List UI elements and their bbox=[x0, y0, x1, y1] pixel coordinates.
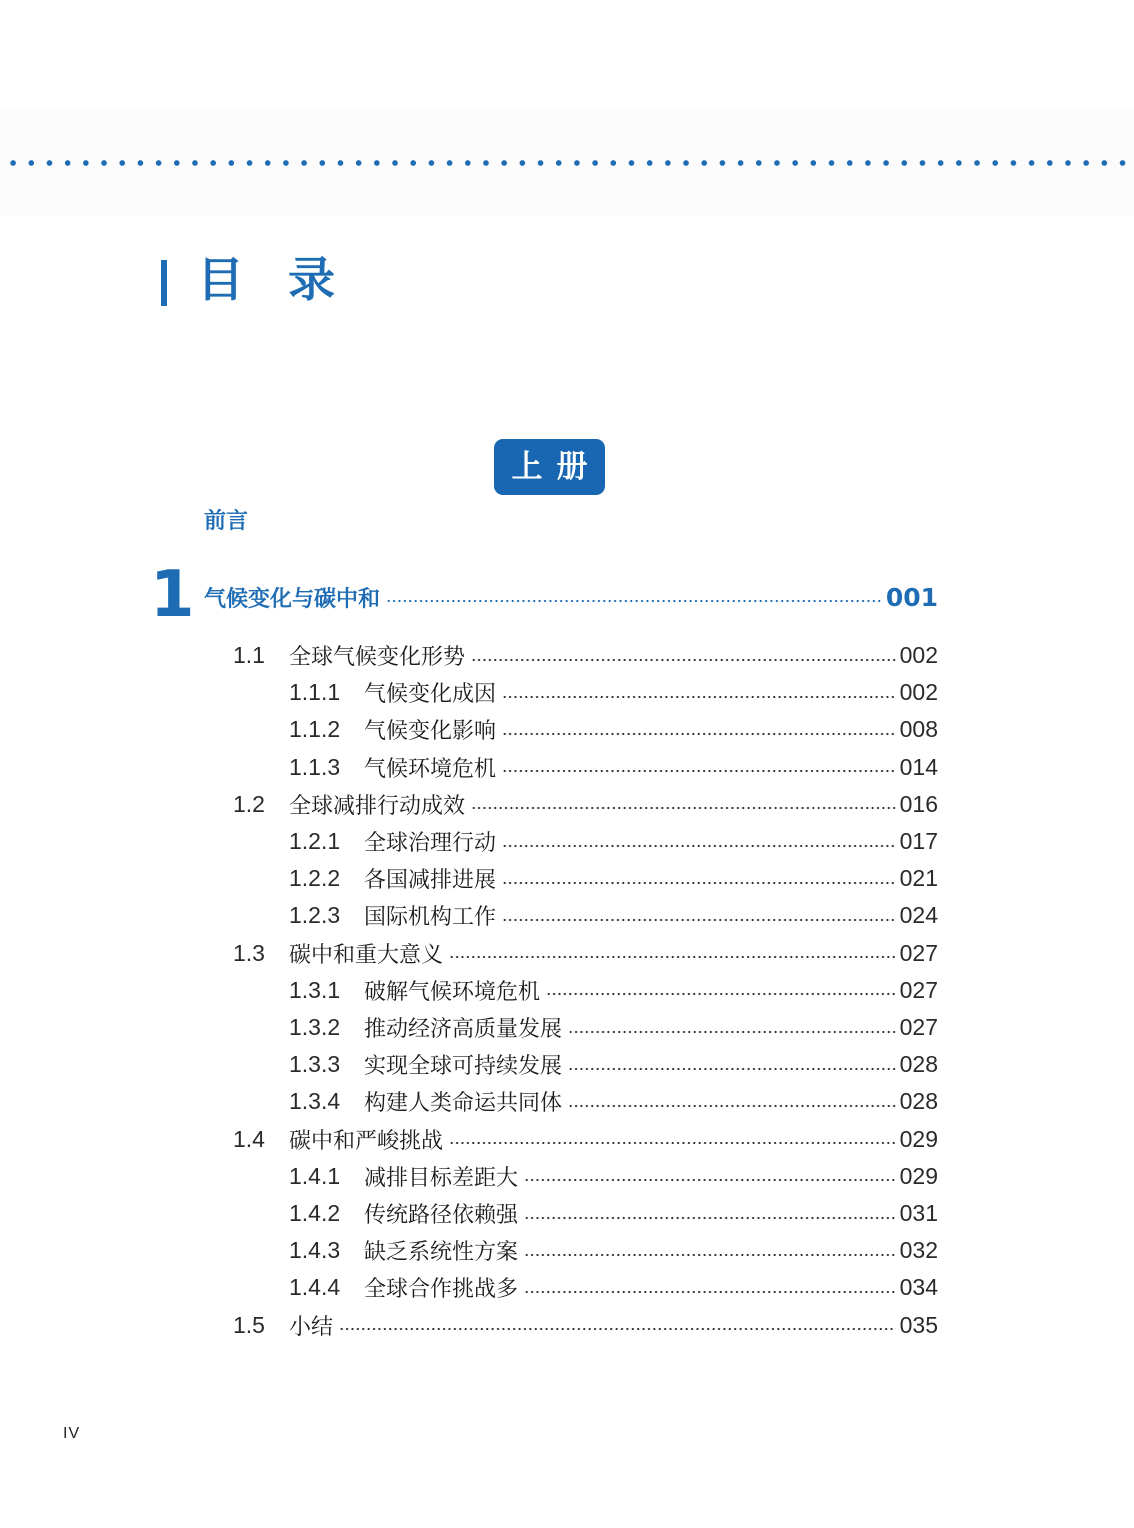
dot-leader bbox=[524, 1178, 896, 1182]
toc-entry-page-number: 027 bbox=[899, 939, 938, 966]
toc-entry-section[interactable] bbox=[233, 1307, 938, 1344]
toc-entry-title: 缺乏系统性方案 bbox=[364, 1240, 519, 1266]
toc-entry-page-number: 029 bbox=[899, 1162, 938, 1189]
dotted-divider bbox=[4, 158, 1134, 168]
dot-leader bbox=[449, 1141, 896, 1145]
toc-entry-title: 全球合作挑战多 bbox=[364, 1277, 519, 1303]
toc-entry-subsection[interactable] bbox=[289, 674, 938, 711]
toc-entry-subsection[interactable] bbox=[289, 1195, 938, 1232]
dot-leader bbox=[339, 1327, 896, 1331]
toc-entry-subsection[interactable] bbox=[289, 1009, 938, 1046]
toc-entry-page-number: 014 bbox=[899, 753, 938, 780]
dot-leader bbox=[502, 918, 896, 922]
dot-leader bbox=[568, 1067, 896, 1071]
dot-leader bbox=[568, 1030, 896, 1034]
toc-entry-page-number: 008 bbox=[899, 716, 938, 743]
toc-entry-page-number: 034 bbox=[899, 1274, 938, 1301]
toc-entry-number: 1.2.1 bbox=[289, 828, 341, 854]
toc-entry-page-number: 027 bbox=[899, 1014, 938, 1040]
toc-entry-title: 减排目标差距大 bbox=[364, 1165, 519, 1191]
toc-entry-page-number: 031 bbox=[899, 1200, 938, 1226]
toc-entry-subsection[interactable] bbox=[289, 1083, 938, 1120]
toc-entry-title: 全球气候变化形势 bbox=[289, 645, 466, 670]
toc-entry-subsection[interactable] bbox=[289, 749, 938, 786]
chapter-page-number: 001 bbox=[885, 582, 938, 612]
toc-entry-page-number: 029 bbox=[899, 1125, 938, 1152]
toc-entry-section[interactable] bbox=[233, 1121, 938, 1158]
toc-entry-page-number: 028 bbox=[899, 1088, 938, 1115]
toc-entry-subsection[interactable] bbox=[289, 711, 938, 748]
toc-entry-number: 1.1 bbox=[233, 642, 265, 668]
dot-leader bbox=[524, 1290, 896, 1294]
page-folio: IV bbox=[63, 1425, 81, 1442]
dot-leader bbox=[471, 806, 896, 810]
dot-leader bbox=[502, 695, 896, 699]
toc-entry-title: 实现全球可持续发展 bbox=[364, 1054, 563, 1080]
dot-leader bbox=[502, 881, 896, 885]
volume-badge: 上册 bbox=[494, 439, 605, 495]
toc-entry-number: 1.5 bbox=[233, 1311, 265, 1338]
toc-entry-title: 国际机构工作 bbox=[364, 905, 497, 931]
toc-entry-title: 全球减排行动成效 bbox=[289, 793, 466, 819]
toc-entry-subsection[interactable] bbox=[289, 823, 938, 860]
dot-leader bbox=[449, 955, 896, 959]
toc-entry-subsection[interactable] bbox=[289, 897, 938, 934]
dot-leader bbox=[524, 1253, 896, 1257]
toc-entry-title: 气候变化影响 bbox=[364, 719, 497, 745]
toc-entry-number: 1.4.3 bbox=[289, 1237, 341, 1264]
toc-entry-number: 1.3.3 bbox=[289, 1051, 341, 1078]
toc-entry-number: 1.1.1 bbox=[289, 679, 341, 706]
toc-entry-title: 破解气候环境危机 bbox=[364, 979, 541, 1005]
toc-entry-subsection[interactable] bbox=[289, 860, 938, 897]
toc-entry-number: 1.4.1 bbox=[289, 1162, 341, 1189]
toc-entry-section[interactable] bbox=[233, 935, 938, 972]
toc-entry-page-number: 021 bbox=[899, 865, 938, 892]
toc-entry-page-number: 002 bbox=[899, 679, 938, 706]
toc-entry-title: 小结 bbox=[289, 1314, 334, 1340]
toc-entry-subsection[interactable] bbox=[289, 972, 938, 1009]
dot-leader bbox=[568, 1104, 896, 1108]
toc-entry-title: 构建人类命运共同体 bbox=[364, 1091, 563, 1117]
toc-entry-number: 1.3.1 bbox=[289, 976, 341, 1003]
dot-leader bbox=[546, 992, 896, 996]
toc-entry-title: 全球治理行动 bbox=[364, 831, 497, 856]
toc-entry-number: 1.2.3 bbox=[289, 902, 341, 929]
toc-entry-title: 碳中和严峻挑战 bbox=[289, 1128, 444, 1154]
toc-entry-section[interactable] bbox=[233, 786, 938, 823]
toc-entry-number: 1.4 bbox=[233, 1125, 265, 1152]
heading-accent-bar bbox=[161, 260, 167, 306]
toc-entry-subsection[interactable] bbox=[289, 1232, 938, 1269]
chapter-title: 气候变化与碳中和 bbox=[204, 586, 381, 612]
toc-entry-title: 气候环境危机 bbox=[364, 756, 497, 782]
toc-entry-page-number: 017 bbox=[899, 828, 938, 854]
toc-entry-chapter[interactable] bbox=[204, 580, 938, 614]
chapter-number: 1 bbox=[150, 558, 189, 632]
toc-entry-number: 1.3.4 bbox=[289, 1088, 341, 1115]
toc-entry-title: 传统路径依赖强 bbox=[364, 1203, 519, 1228]
toc-entry-number: 1.3.2 bbox=[289, 1014, 341, 1040]
toc-entry-section[interactable] bbox=[233, 637, 938, 674]
toc-entry-subsection[interactable] bbox=[289, 1158, 938, 1195]
toc-entry-page-number: 035 bbox=[899, 1311, 938, 1338]
toc-entry-page-number: 002 bbox=[899, 642, 938, 668]
dot-leader bbox=[386, 599, 882, 603]
dot-leader bbox=[502, 844, 896, 848]
dot-leader bbox=[471, 658, 896, 662]
toc-entry-title: 推动经济高质量发展 bbox=[364, 1017, 563, 1042]
toc-entry-title: 气候变化成因 bbox=[364, 682, 497, 708]
toc-entry-page-number: 028 bbox=[899, 1051, 938, 1078]
toc-entry-title: 碳中和重大意义 bbox=[289, 942, 444, 968]
toc-entry-page-number: 024 bbox=[899, 902, 938, 929]
dot-leader bbox=[502, 732, 896, 736]
toc-entry-page-number: 027 bbox=[899, 976, 938, 1003]
toc-entry-number: 1.2 bbox=[233, 790, 265, 817]
toc-entry-number: 1.1.2 bbox=[289, 716, 341, 743]
toc-entry-subsection[interactable] bbox=[289, 1269, 938, 1306]
toc-entry-page-number: 016 bbox=[899, 790, 938, 817]
toc-entry-preface[interactable]: 前言 bbox=[204, 509, 249, 534]
page-title: 目录 bbox=[197, 253, 379, 308]
dot-leader bbox=[524, 1216, 896, 1220]
toc-entry-title: 各国减排进展 bbox=[364, 868, 497, 894]
toc-entry-subsection[interactable] bbox=[289, 1046, 938, 1083]
dot-leader bbox=[502, 769, 896, 773]
toc-entry-number: 1.2.2 bbox=[289, 865, 341, 892]
toc-entry-number: 1.3 bbox=[233, 939, 265, 966]
toc-entry-number: 1.1.3 bbox=[289, 753, 341, 780]
toc-entry-number: 1.4.4 bbox=[289, 1274, 341, 1301]
toc-entry-number: 1.4.2 bbox=[289, 1200, 341, 1226]
toc-entry-page-number: 032 bbox=[899, 1237, 938, 1264]
